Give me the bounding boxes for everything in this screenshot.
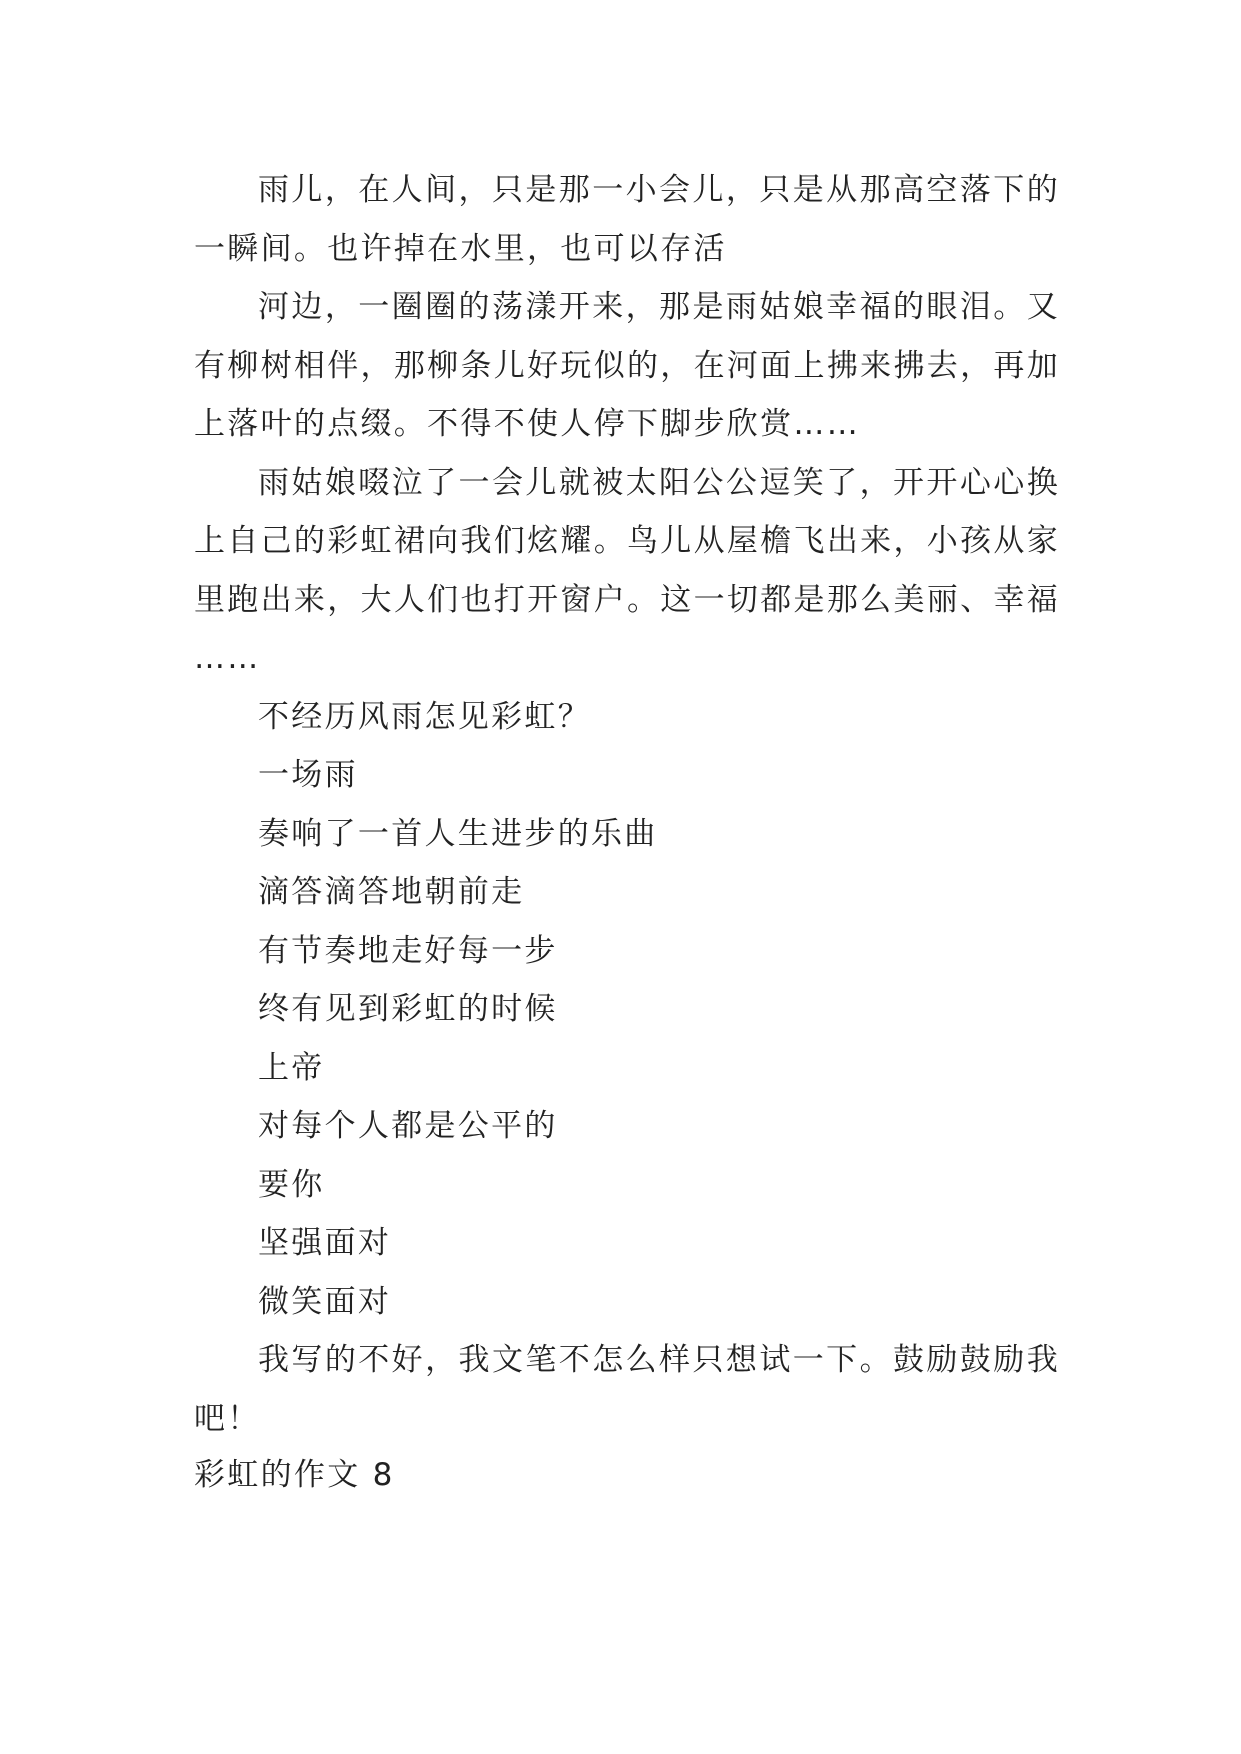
- poem-line: 不经历风雨怎见彩虹？: [258, 698, 591, 735]
- paragraph: 我写的不好，我文笔不怎么样只想试一下。鼓励鼓励我吧！: [194, 1342, 1060, 1437]
- poem-line: 一场雨: [258, 757, 358, 793]
- paragraph: 河边，一圈圈的荡漾开来，那是雨姑娘幸福的眼泪。又有柳树相伴，那柳条儿好玩似的，在河面上拂来拂去，再加上落叶的点缀。不得不使人停下脚步欣赏……: [194, 289, 1060, 442]
- poem-line: 坚强面对: [258, 1225, 392, 1261]
- section-heading: 彩虹的作文 8: [194, 1457, 395, 1493]
- essay-body: [194, 161, 1060, 1448]
- poem-line: 终有见到彩虹的时候: [258, 991, 558, 1027]
- poem-line: 对每个人都是公平的: [258, 1108, 558, 1144]
- poem-line: 滴答滴答地朝前走: [258, 874, 525, 910]
- poem-line: 奏响了一首人生进步的乐曲: [258, 815, 658, 852]
- paragraph: 雨儿，在人间，只是那一小会儿，只是从那高空落下的一瞬间。也许掉在水里，也可以存活: [194, 172, 1060, 267]
- poem-line: 要你: [258, 1166, 325, 1203]
- paragraph: 雨姑娘啜泣了一会儿就被太阳公公逗笑了，开开心心换上自己的彩虹裙向我们炫耀。鸟儿从屋檐飞出来，小孩从家里跑出来，大人们也打开窗户。这一切都是那么美丽、幸福 ……: [194, 464, 1060, 676]
- poem-line: 微笑面对: [258, 1283, 392, 1320]
- poem-line: 上帝: [258, 1049, 325, 1086]
- poem-line: 有节奏地走好每一步: [258, 932, 558, 969]
